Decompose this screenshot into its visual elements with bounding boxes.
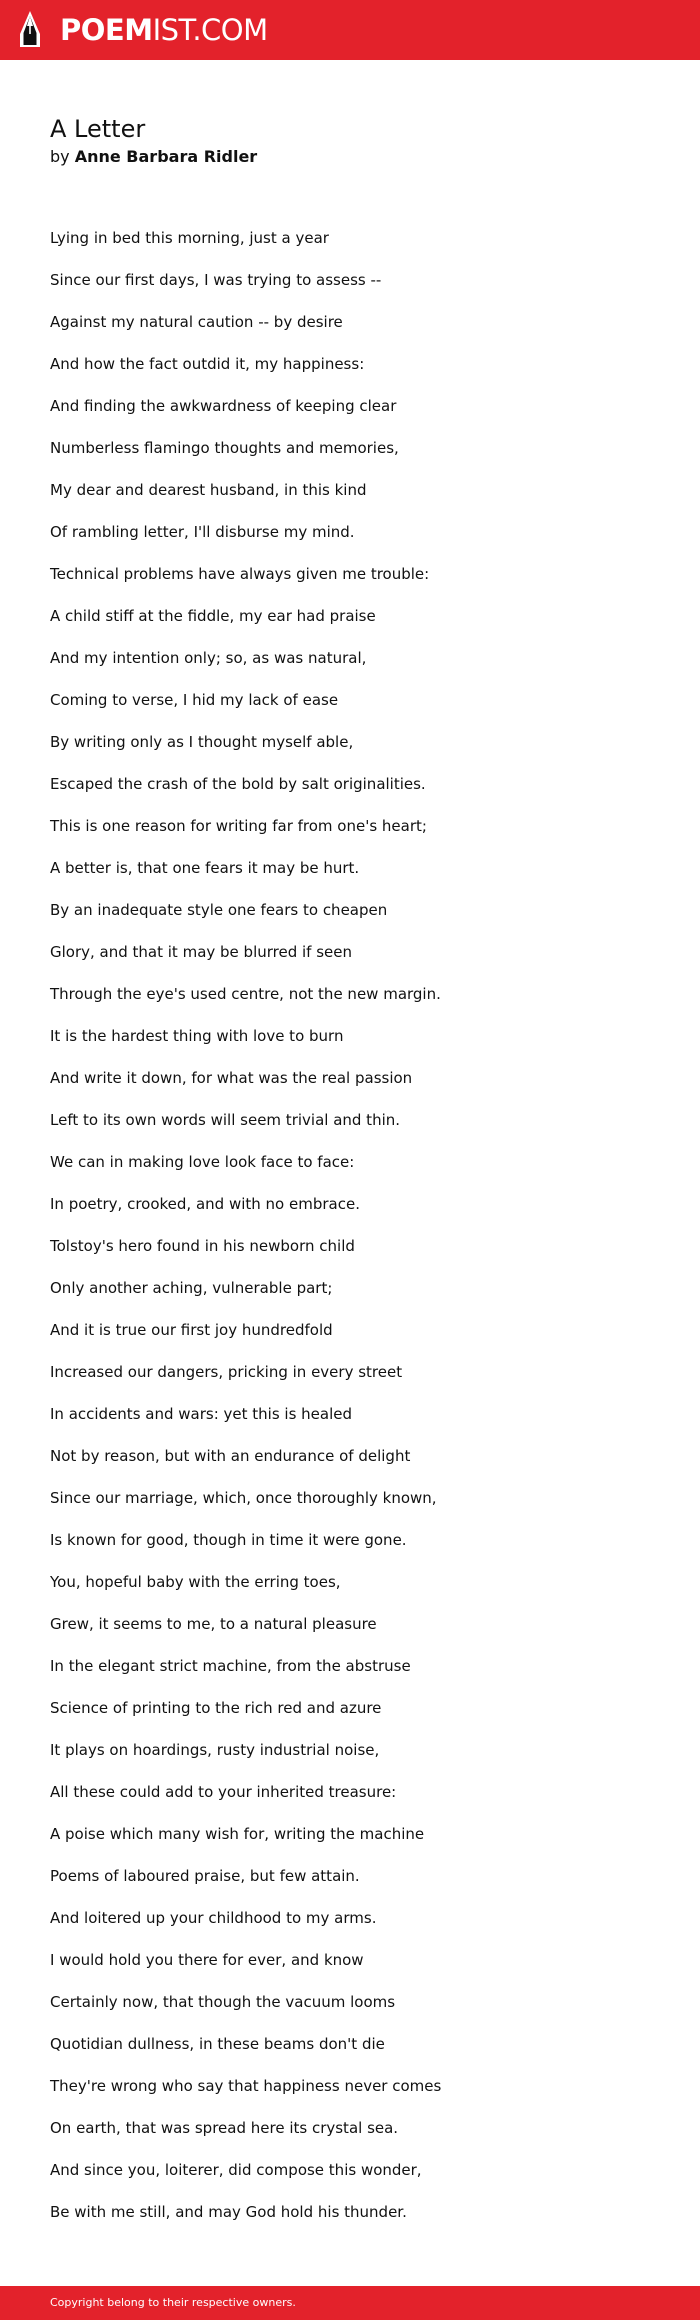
poem-line: On earth, that was spread here its crystal sea. <box>50 2119 399 2137</box>
copyright-text: Copyright belong to their respective owners. <box>50 2296 296 2309</box>
poem-line: And how the fact outdid it, my happiness: <box>50 355 365 373</box>
brand-bold-part: POEM <box>60 13 153 47</box>
poem-line: This is one reason for writing far from one's heart; <box>50 817 427 835</box>
poem-line: I would hold you there for ever, and know <box>50 1951 364 1969</box>
poem-line: And it is true our first joy hundredfold <box>50 1321 333 1339</box>
poem-line: Poems of laboured praise, but few attain. <box>50 1867 360 1885</box>
brand-light-part: IST.COM <box>152 13 268 47</box>
poem-line: Not by reason, but with an endurance of delight <box>50 1447 411 1465</box>
poem-line: Of rambling letter, I'll disburse my mind. <box>50 523 355 541</box>
poem-line: Is known for good, though in time it were gone. <box>50 1531 407 1549</box>
poem-line: Glory, and that it may be blurred if seen <box>50 943 352 961</box>
poem-line: A child stiff at the fiddle, my ear had praise <box>50 607 376 625</box>
poem-line: We can in making love look face to face: <box>50 1153 355 1171</box>
poem-line: My dear and dearest husband, in this kind <box>50 481 367 499</box>
poem-line: You, hopeful baby with the erring toes, <box>50 1573 341 1591</box>
poem-line: And since you, loiterer, did compose this wonder, <box>50 2161 422 2179</box>
by-label: by <box>50 147 70 166</box>
poem-line: Escaped the crash of the bold by salt originalities. <box>50 775 426 793</box>
poem-line: And loitered up your childhood to my arms. <box>50 1909 377 1927</box>
poem-line: By writing only as I thought myself able, <box>50 733 354 751</box>
site-footer <box>0 2286 700 2320</box>
poem-line: Through the eye's used centre, not the new margin. <box>50 985 441 1003</box>
poem-line: In the elegant strict machine, from the abstruse <box>50 1657 411 1675</box>
pen-nib-icon <box>16 10 44 50</box>
poem-line: Against my natural caution -- by desire <box>50 313 343 331</box>
site-brand-name <box>60 10 268 50</box>
poem-line: Quotidian dullness, in these beams don't die <box>50 2035 385 2053</box>
poem-line: Left to its own words will seem trivial and thin. <box>50 1111 401 1129</box>
site-header <box>0 0 700 60</box>
poem-line: It is the hardest thing with love to burn <box>50 1027 344 1045</box>
poem-line: In poetry, crooked, and with no embrace. <box>50 1195 360 1213</box>
poem-line: Since our first days, I was trying to assess -- <box>50 271 382 289</box>
poem-line: Only another aching, vulnerable part; <box>50 1279 333 1297</box>
poem-line: In accidents and wars: yet this is healed <box>50 1405 353 1423</box>
poem-line: Science of printing to the rich red and azure <box>50 1699 382 1717</box>
poem-line: A better is, that one fears it may be hurt. <box>50 859 360 877</box>
poem-title: A Letter <box>50 115 146 143</box>
poem-line: Since our marriage, which, once thoroughly known, <box>50 1489 437 1507</box>
poem-line: All these could add to your inherited treasure: <box>50 1783 397 1801</box>
poem-line: Certainly now, that though the vacuum looms <box>50 1993 396 2011</box>
poem-body <box>50 217 441 2233</box>
poem-line: Be with me still, and may God hold his thunder. <box>50 2203 407 2221</box>
poem-line: By an inadequate style one fears to cheapen <box>50 901 388 919</box>
poem-byline <box>50 146 257 168</box>
poem-line: Technical problems have always given me trouble: <box>50 565 430 583</box>
site-logo[interactable] <box>16 10 268 50</box>
poem-line: Coming to verse, I hid my lack of ease <box>50 691 339 709</box>
poem-line: And finding the awkwardness of keeping clear <box>50 397 397 415</box>
poem-line: They're wrong who say that happiness never comes <box>50 2077 442 2095</box>
poem-line: Increased our dangers, pricking in every street <box>50 1363 403 1381</box>
poem-line: Numberless flamingo thoughts and memories, <box>50 439 399 457</box>
poem-line: Grew, it seems to me, to a natural pleasure <box>50 1615 377 1633</box>
poem-line: And write it down, for what was the real passion <box>50 1069 413 1087</box>
poem-line: Tolstoy's hero found in his newborn child <box>50 1237 355 1255</box>
author-name[interactable]: Anne Barbara Ridler <box>74 147 258 166</box>
poem-line: Lying in bed this morning, just a year <box>50 229 329 247</box>
poem-line: It plays on hoardings, rusty industrial noise, <box>50 1741 380 1759</box>
poem-line: A poise which many wish for, writing the machine <box>50 1825 425 1843</box>
poem-line: And my intention only; so, as was natural, <box>50 649 367 667</box>
